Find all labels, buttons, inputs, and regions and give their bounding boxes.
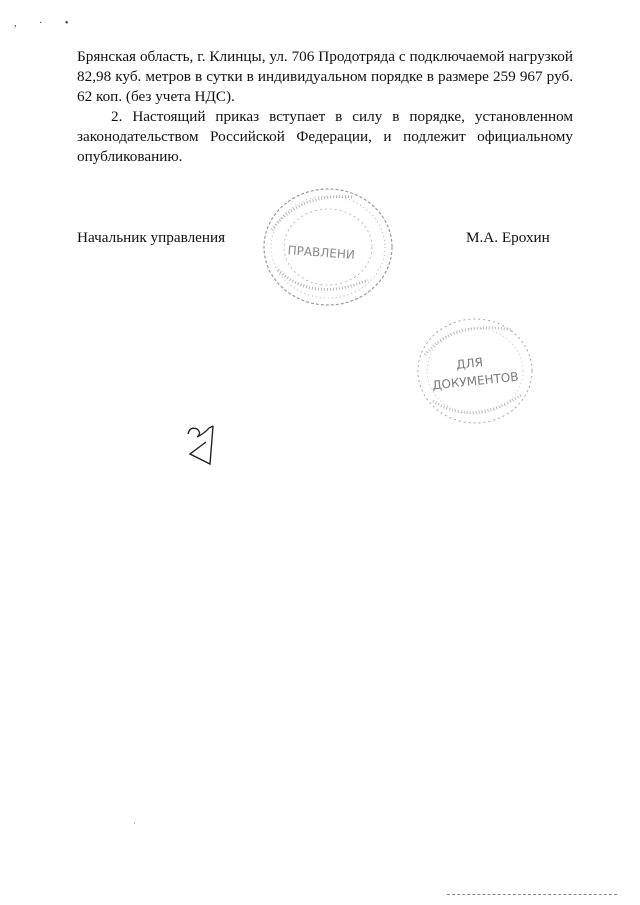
round-stamp-text: ПРАВЛЕНИ: [287, 243, 356, 262]
round-stamp-icon: [258, 185, 398, 310]
paragraph-2: 2. Настоящий приказ вступает в силу в порядке, установленном законодательством Российской Федерации, и подлежит официальному опубликованию.: [77, 108, 573, 165]
documents-stamp-line2: ДОКУМЕНТОВ: [431, 369, 520, 393]
paragraph-continuation: Брянская область, г. Клинцы, ул. 706 Продотряда с подключаемой нагрузкой 82,98 куб. метров в сутки в индивидуальном порядке в размере 259 967 руб. 62 коп. (без учета НДС).: [77, 48, 573, 105]
handwritten-signature: [180, 420, 225, 473]
documents-stamp-icon: [413, 315, 538, 430]
official-round-stamp: [258, 185, 398, 310]
signer-name: М.А. Ерохин: [466, 229, 550, 246]
document-body: [77, 47, 573, 167]
scan-artifact-marks: , · •: [14, 18, 79, 29]
signer-position: Начальник управления: [77, 229, 226, 246]
scan-speck: [134, 822, 135, 824]
documents-stamp-line1: ДЛЯ: [455, 355, 484, 372]
handwritten-mark-icon: [180, 420, 225, 468]
page-bottom-rule: [447, 894, 617, 895]
documents-stamp: [413, 315, 538, 430]
